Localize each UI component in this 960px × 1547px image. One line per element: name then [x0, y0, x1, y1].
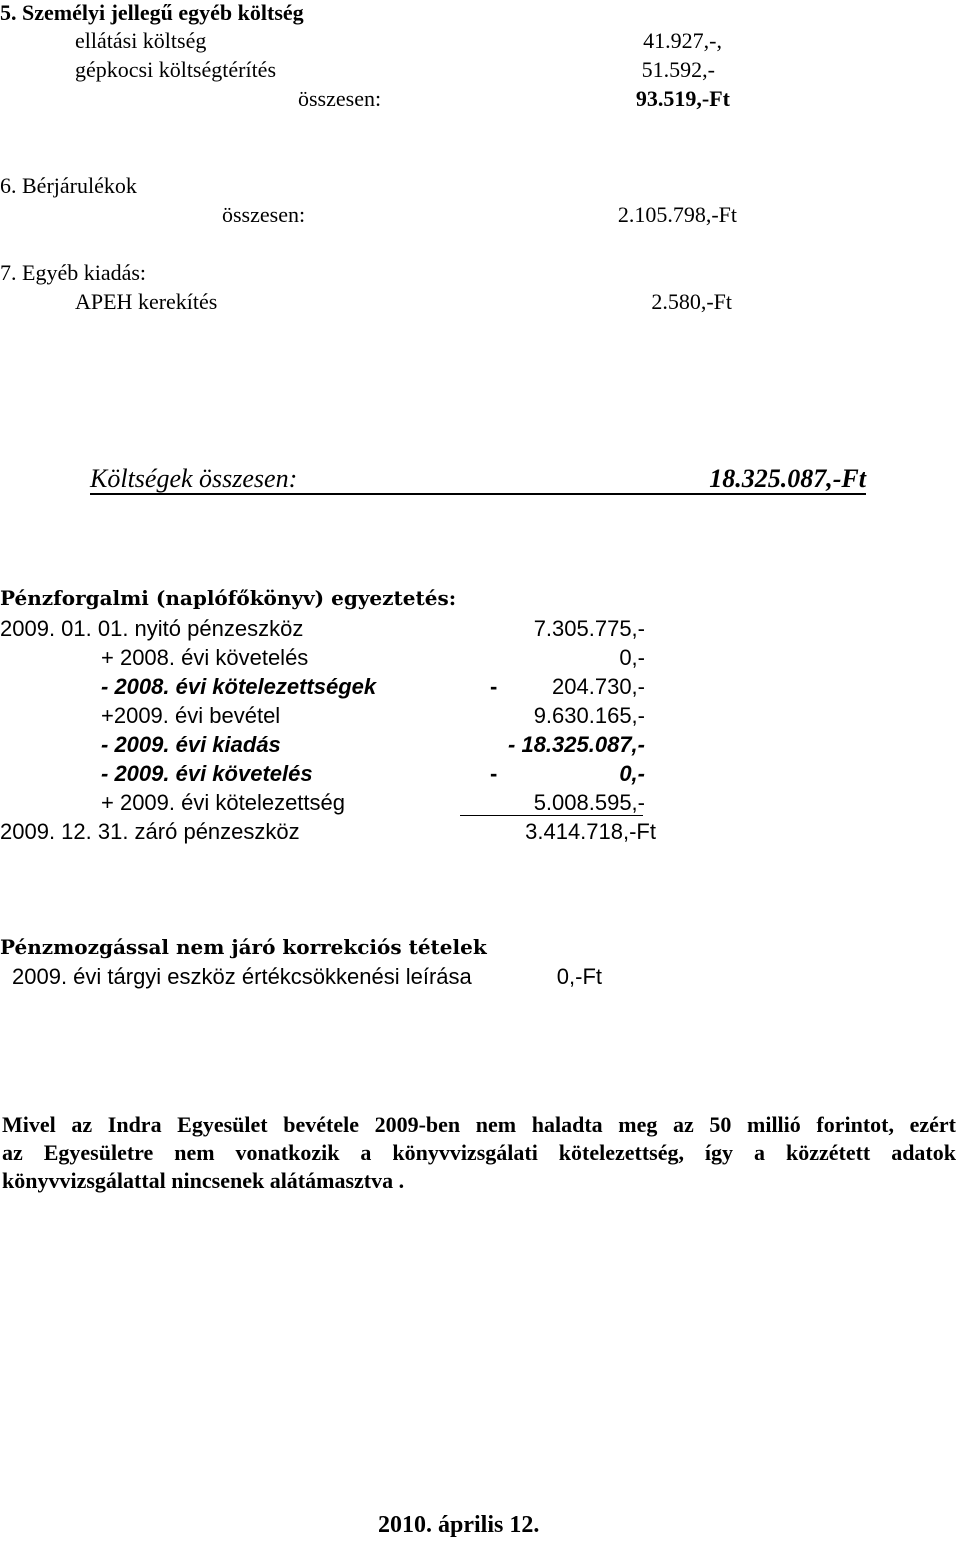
recon-label-2008-receivable: + 2008. évi követelés: [101, 645, 309, 670]
reconciliation-title: Pénzforgalmi (naplófőkönyv) egyeztetés:: [0, 586, 457, 610]
noncash-row-label: 2009. évi tárgyi eszköz értékcsökkenési leírása: [12, 964, 472, 989]
noncash-row-value: 0,-Ft: [556, 964, 602, 989]
row-value-meal-cost: 41.927,-,: [643, 28, 722, 53]
recon-value-2009-liability: 5.008.595,-: [533, 790, 645, 815]
audit-statement: [2, 1111, 956, 1195]
costs-total-label: Költségek összesen:: [90, 464, 298, 493]
costs-total-underline: [90, 493, 866, 495]
costs-total-value: 18.325.087,-Ft: [709, 464, 866, 493]
section-7-row-label: APEH kerekítés: [75, 289, 218, 314]
recon-label-2009-income: +2009. évi bevétel: [101, 703, 281, 728]
recon-label-2009-liability: + 2009. évi kötelezettség: [101, 790, 345, 815]
row-value-car-cost: 51.592,-: [641, 57, 715, 82]
row-label-meal-cost: ellátási költség: [75, 28, 207, 53]
recon-label-2009-receivable: - 2009. évi követelés: [101, 761, 313, 786]
audit-statement-line-2: az Egyesületre nem vonatkozik a könyvvizsgálati kötelezettség, így a közzétett adatok: [2, 1140, 956, 1165]
recon-value-2009-receivable: 0,-: [619, 761, 645, 786]
recon-subtotal-underline: [460, 815, 643, 816]
section-5-total-label: összesen:: [298, 86, 382, 111]
section-6-total-label: összesen:: [222, 202, 306, 227]
section-5-title: 5. Személyi jellegű egyéb költség: [0, 0, 304, 25]
recon-value-closing: 3.414.718,-Ft: [525, 819, 656, 844]
recon-label-2008-liabilities: - 2008. évi kötelezettségek: [101, 674, 377, 699]
recon-value-2009-expense: - 18.325.087,-: [508, 732, 645, 757]
section-7-title: 7. Egyéb kiadás:: [0, 260, 147, 285]
recon-value-opening: 7.305.775,-: [533, 616, 645, 641]
document-date: 2010. április 12.: [378, 1512, 540, 1538]
recon-label-2009-expense: - 2009. évi kiadás: [101, 732, 281, 757]
recon-value-2008-liabilities: 204.730,-: [552, 674, 645, 699]
section-6-title: 6. Bérjárulékok: [0, 173, 137, 198]
recon-label-opening: 2009. 01. 01. nyitó pénzeszköz: [0, 616, 304, 641]
section-5-total-value: 93.519,-Ft: [635, 86, 730, 111]
row-label-car-cost: gépkocsi költségtérítés: [75, 57, 277, 82]
recon-value-2008-receivable: 0,-: [619, 645, 645, 670]
recon-sign-2008-liabilities: -: [490, 674, 498, 699]
recon-value-2009-income: 9.630.165,-: [533, 703, 645, 728]
recon-label-closing: 2009. 12. 31. záró pénzeszköz: [0, 819, 300, 844]
noncash-title: Pénzmozgással nem járó korrekciós tételek: [0, 935, 487, 959]
section-7-row-value: 2.580,-Ft: [651, 289, 732, 314]
audit-statement-line-1: Mivel az Indra Egyesület bevétele 2009-ben nem haladta meg az 50 millió forintot, ezért: [2, 1112, 956, 1137]
audit-statement-line-3: könyvvizsgálattal nincsenek alátámasztva .: [2, 1168, 405, 1193]
section-6-total-value: 2.105.798,-Ft: [617, 202, 737, 227]
recon-sign-2009-receivable: -: [490, 761, 498, 786]
